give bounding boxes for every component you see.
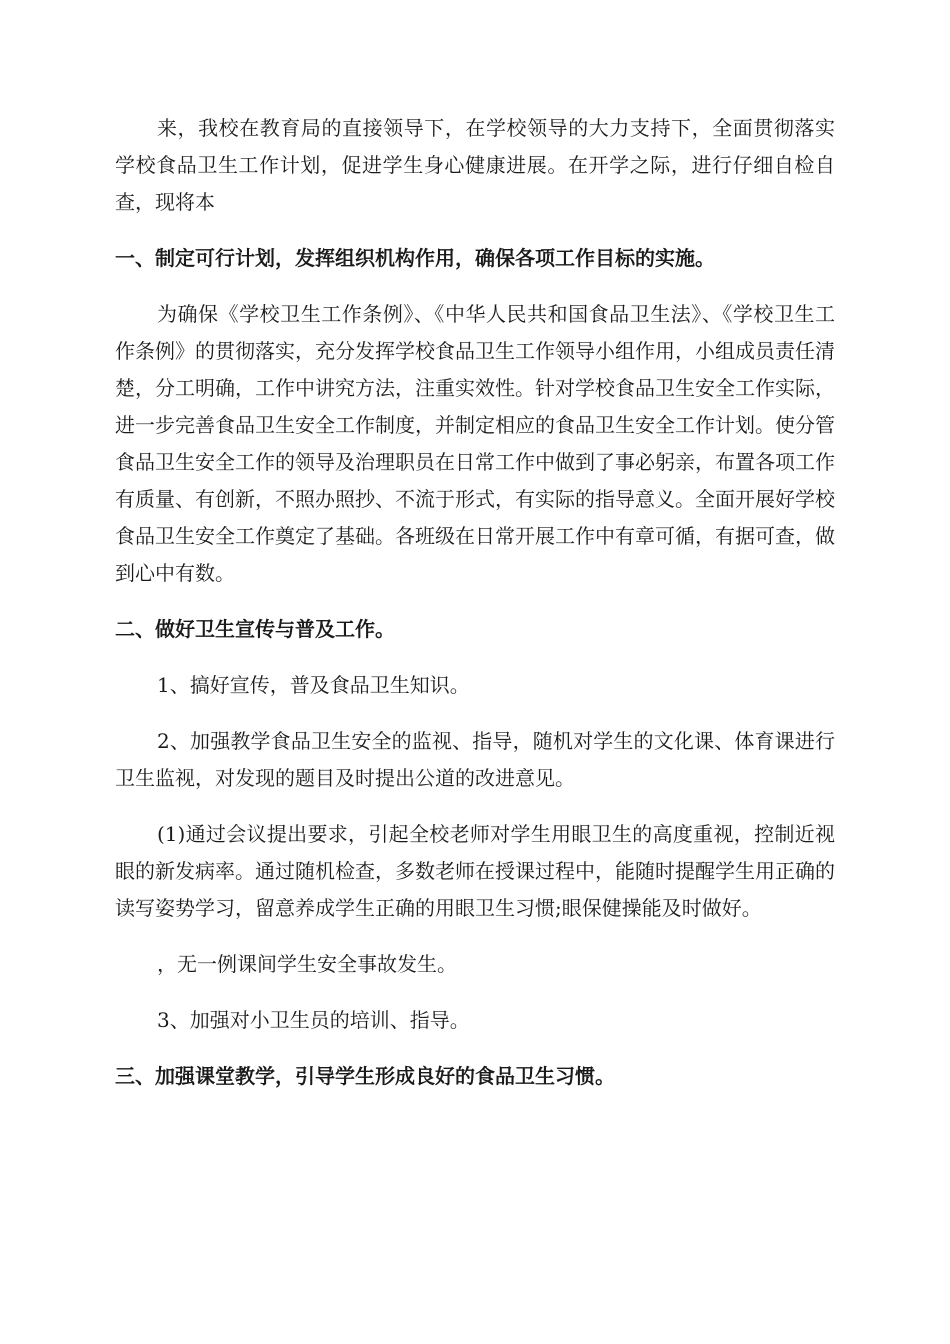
section-1-paragraph: 为确保《学校卫生工作条例》、《中华人民共和国食品卫生法》、《学校卫生工作条例》的贯彻落实，充分发挥学校食品卫生工作领导小组作用，小组成员责任清楚，分工明确，工作中讲究方法，注重实效性。针对学校食品卫生安全工作实际，进一步完善食品卫生安全工作制度，并制定相应的食品卫生安全工作计划。使分管食品卫生安全工作的领导及治理职员在日常工作中做到了事必躬亲，布置各项工作有质量、有创新，不照办照抄、不流于形式，有实际的指导意义。全面开展好学校食品卫生安全工作奠定了基础。各班级在日常开展工作中有章可循，有据可查，做到心中有数。 (115, 302, 835, 585)
section-heading-3: 三、加强课堂教学，引导学生形成良好的食品卫生习惯。 (115, 1064, 615, 1088)
section-heading-2: 二、做好卫生宣传与普及工作。 (115, 617, 395, 641)
safety-paragraph: ，无一例课间学生安全事故发生。 (157, 952, 457, 976)
document-body (115, 110, 835, 1114)
item-2-sub-1-paragraph: (1)通过会议提出要求，引起全校老师对学生用眼卫生的高度重视，控制近视眼的新发病率。通过随机检查，多数老师在授课过程中，能随时提醒学生用正确的读写姿势学习，留意养成学生正确的用眼卫生习惯;眼保健操能及时做好。 (115, 822, 835, 920)
item-1-paragraph: 1、搞好宣传，普及食品卫生知识。 (157, 673, 470, 697)
item-2-paragraph: 2、加强教学食品卫生安全的监视、指导，随机对学生的文化课、体育课进行卫生监视，对发现的题目及时提出公道的改进意见。 (115, 729, 835, 790)
intro-paragraph: 来，我校在教育局的直接领导下，在学校领导的大力支持下，全面贯彻落实学校食品卫生工作计划，促进学生身心健康进展。在开学之际，进行仔细自检自查，现将本 (115, 116, 835, 214)
section-heading-1: 一、制定可行计划，发挥组织机构作用，确保各项工作目标的实施。 (115, 246, 715, 270)
item-3-paragraph: 3、加强对小卫生员的培训、指导。 (157, 1008, 470, 1032)
